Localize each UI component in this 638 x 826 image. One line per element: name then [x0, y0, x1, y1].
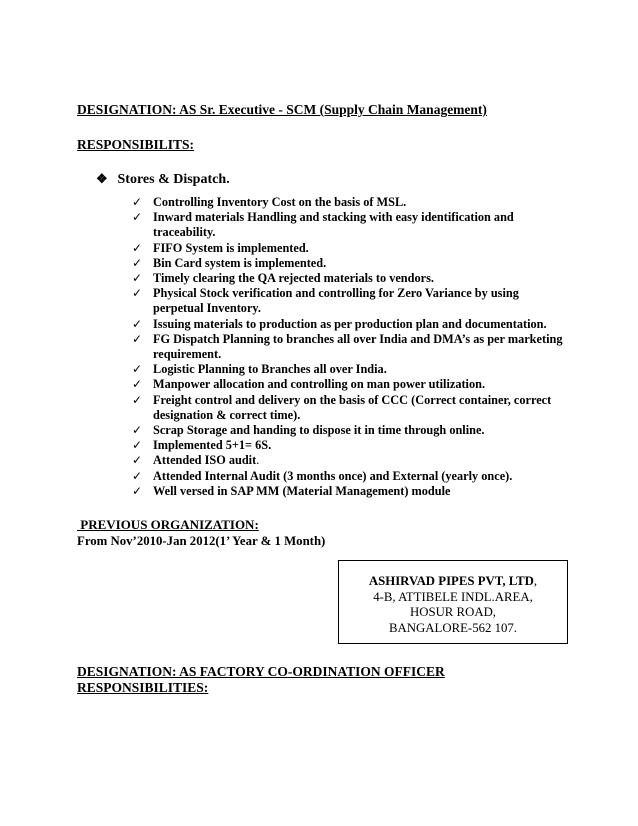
- address-line-2: HOSUR ROAD,: [409, 605, 497, 619]
- responsibility-list: [132, 195, 572, 499]
- list-item: ✓ Scrap Storage and handing to dispose it in time through online.: [132, 423, 485, 438]
- checkmark-icon: ✓: [132, 423, 143, 438]
- checkmark-icon: ✓: [132, 468, 143, 483]
- checkmark-icon: ✓: [132, 255, 143, 270]
- checkmark-icon: ✓: [132, 453, 143, 468]
- diamond-bullet-icon: ❖: [96, 171, 108, 186]
- list-item: ✓ Well versed in SAP MM (Material Management) module: [132, 483, 451, 498]
- section-title-text: Stores & Dispatch.: [117, 172, 230, 187]
- checkmark-icon: ✓: [132, 483, 143, 498]
- list-item: ✓ Attended ISO audit.: [132, 453, 260, 468]
- list-item: ✓ Physical Stock verification and controlling for Zero Variance by using perpetual Inventory.: [132, 286, 519, 316]
- designation-heading-2: DESIGNATION: AS FACTORY CO-ORDINATION OFFICER: [77, 664, 445, 679]
- checkmark-icon: ✓: [132, 438, 143, 453]
- list-item: ✓ Issuing materials to production as per production plan and documentation.: [132, 316, 547, 331]
- list-item: ✓ Controlling Inventory Cost on the basis of MSL.: [132, 195, 407, 209]
- checkmark-icon: ✓: [132, 392, 143, 407]
- checkmark-icon: ✓: [132, 195, 143, 209]
- checkmark-icon: ✓: [132, 362, 143, 377]
- company-name: ASHIRVAD PIPES PVT, LTD,: [368, 574, 538, 588]
- checkmark-icon: ✓: [132, 210, 143, 225]
- responsibilities-heading-2: RESPONSIBILITIES:: [77, 680, 209, 695]
- responsibilities-heading: RESPONSIBILITS:: [77, 137, 195, 152]
- section-title: [96, 170, 230, 189]
- list-item: ✓ Manpower allocation and controlling on man power utilization.: [132, 377, 486, 392]
- list-item: ✓ Freight control and delivery on the basis of CCC (Correct container, correct designation & correct time).: [132, 392, 552, 422]
- list-item: ✓ FIFO System is implemented.: [132, 240, 309, 255]
- checkmark-icon: ✓: [132, 331, 143, 346]
- list-item: ✓ Logistic Planning to Branches all over India.: [132, 362, 387, 377]
- address-line-3: BANGALORE-562 107.: [389, 620, 517, 635]
- checkmark-icon: ✓: [132, 316, 143, 331]
- list-item: ✓ Bin Card system is implemented.: [132, 255, 327, 270]
- list-item: ✓ Implemented 5+1= 6S.: [132, 438, 272, 453]
- previous-organization-heading: PREVIOUS ORGANIZATION:: [77, 517, 259, 532]
- company-address-box: [338, 560, 568, 644]
- checkmark-icon: ✓: [132, 240, 143, 255]
- list-item: ✓ Timely clearing the QA rejected materials to vendors.: [132, 271, 434, 286]
- list-item: ✓ FG Dispatch Planning to branches all over India and DMA’s as per marketing requirement.: [132, 331, 563, 362]
- address-line-1: 4-B, ATTIBELE INDL.AREA,: [373, 589, 533, 604]
- designation-heading: DESIGNATION: AS Sr. Executive - SCM (Supply Chain Management): [77, 102, 487, 117]
- list-item: ✓ Attended Internal Audit (3 months once) and External (yearly once).: [132, 468, 513, 483]
- previous-organization-period: From Nov’2010-Jan 2012(1’ Year & 1 Month): [77, 534, 326, 548]
- checkmark-icon: ✓: [132, 377, 143, 392]
- list-item: ✓ Inward materials Handling and stacking with easy identification and traceability.: [132, 210, 514, 240]
- checkmark-icon: ✓: [132, 271, 143, 286]
- checkmark-icon: ✓: [132, 286, 143, 301]
